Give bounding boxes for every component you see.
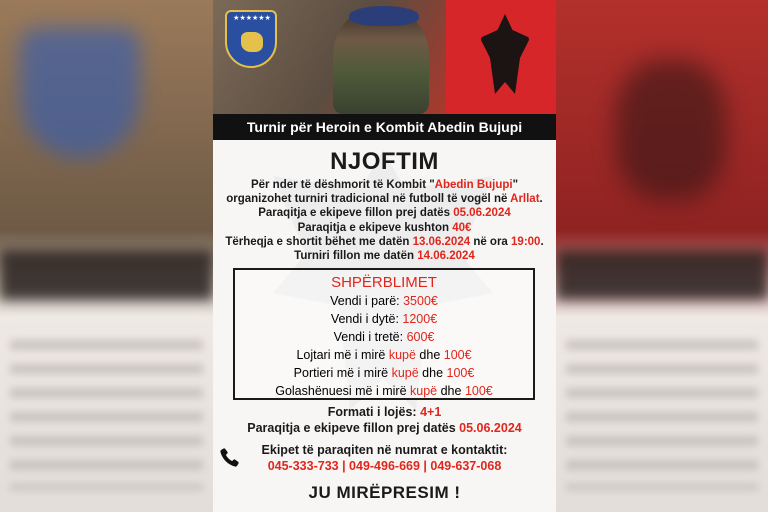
prize-row: Portieri më i mirë kupë dhe 100€ <box>293 366 475 380</box>
kosovo-shield-icon <box>225 10 277 68</box>
prizes-heading: SHPËRBLIMET <box>331 274 437 291</box>
notice-line-5: Tërheqja e shortit bëhet me datën 13.06.2024 në ora 19:00. <box>225 235 544 248</box>
format-line: Formati i lojës: 4+1 <box>327 405 442 419</box>
backdrop-text-blur <box>566 340 758 490</box>
notice-line-4: Paraqitja e ekipeve kushton 40€ <box>297 221 472 234</box>
closing-text: JU MIRËPRESIM ! <box>308 483 461 502</box>
beret <box>349 6 419 26</box>
shield-stars: ★★★★★★ <box>233 14 271 22</box>
backdrop-shield-blur <box>20 28 140 158</box>
backdrop-banner-blur <box>556 250 768 300</box>
notice-line-6: Turniri fillon me datën 14.06.2024 <box>294 250 475 263</box>
phone-icon <box>217 446 241 470</box>
prize-row: Vendi i tretë: 600€ <box>333 330 435 344</box>
contact-text: Ekipet të paraqiten në numrat e kontaktit: <box>261 443 508 457</box>
backdrop-right <box>556 0 768 512</box>
notice-section <box>213 140 556 263</box>
banner-title: Turnir për Heroin e Kombit Abedin Bujupi <box>213 114 556 140</box>
notice-line-1: Për nder të dëshmorit të Kombit "Abedin Bujupi" <box>250 179 519 191</box>
contact-block <box>213 442 556 474</box>
prizes-box <box>233 268 535 400</box>
hero-image <box>213 0 556 114</box>
backdrop-text-blur <box>10 340 203 490</box>
kosovo-map-shape <box>241 32 263 52</box>
prize-row: Vendi i parë: 3500€ <box>330 294 438 308</box>
contact-phones: 045-333-733 | 049-496-669 | 049-637-068 <box>267 459 502 473</box>
details-section <box>213 404 556 504</box>
backdrop-banner-blur <box>0 250 213 300</box>
prize-row: Lojtari më i mirë kupë dhe 100€ <box>296 348 472 362</box>
notice-title: NJOFTIM <box>330 148 439 175</box>
prize-row: Vendi i dytë: 1200€ <box>330 312 438 326</box>
poster <box>213 0 556 512</box>
backdrop-left <box>0 0 213 512</box>
notice-body <box>213 178 556 263</box>
backdrop-eagle-blur <box>616 60 726 200</box>
prize-row: Golashënuesi më i mirë kupë dhe 100€ <box>275 384 493 398</box>
notice-line-3: Paraqitja e ekipeve fillon prej datës 05.06.2024 <box>258 207 511 220</box>
notice-line-2: organizohet turniri tradicional në futboll të vogël në Arllat. <box>226 193 543 206</box>
registration-line: Paraqitja e ekipeve fillon prej datës 05.06.2024 <box>247 421 522 435</box>
